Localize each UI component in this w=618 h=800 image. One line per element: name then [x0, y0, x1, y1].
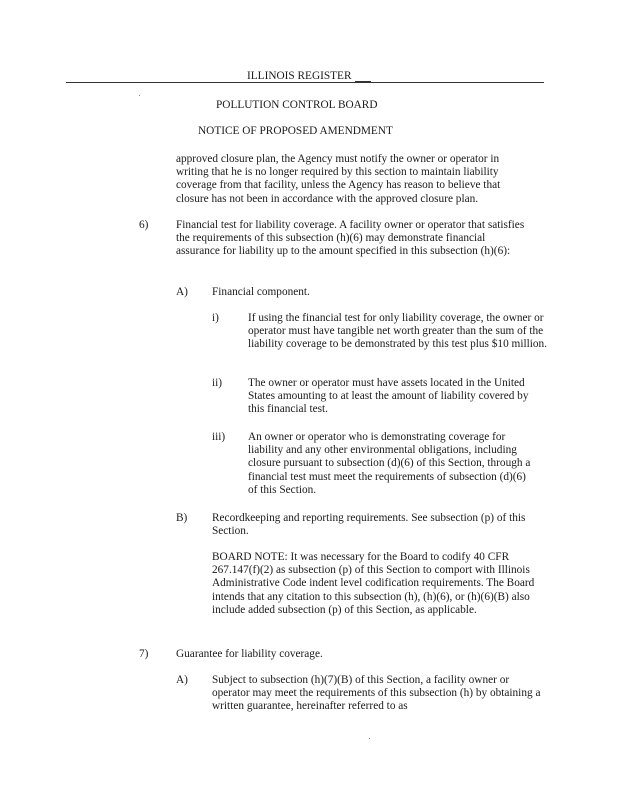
scan-speck: [369, 738, 370, 739]
board-title: POLLUTION CONTROL BOARD: [216, 99, 378, 111]
register-underline: [355, 81, 371, 82]
item-7-text: Guarantee for liability coverage.: [176, 648, 323, 660]
item-6a-text: Financial component.: [212, 286, 310, 298]
item-ii-text: The owner or operator must have assets located in the United States amounting to at least the amount of liability covered by this financial test.: [248, 377, 529, 416]
item-6-text: Financial test for liability coverage. A facility owner or operator that satisfies the requirements of this subsection (h)(6) may demonstrate financial assurance for liability up to the amount specified in this subsection (h)(6):: [176, 219, 525, 258]
item-6-label: 6): [139, 219, 149, 231]
intro-paragraph: approved closure plan, the Agency must notify the owner or operator in writing that he is no longer required by this section to maintain liability coverage from that facility, unless the Agency has reason to believe that closure has not been in accordance with the approved closure plan.: [176, 153, 501, 205]
item-7-label: 7): [139, 648, 149, 660]
scan-speck: [139, 95, 140, 96]
item-i-text: If using the financial test for only liability coverage, the owner or operator must have tangible net worth greater than the sum of the liability coverage to be demonstrated by this test plus $10 million.: [248, 312, 548, 351]
register-title: ILLINOIS REGISTER: [247, 70, 352, 82]
item-6a-label: A): [176, 286, 188, 298]
item-6b-text: Recordkeeping and reporting requirements. See subsection (p) of this Section.: [212, 512, 526, 538]
item-iii-text: An owner or operator who is demonstrating coverage for liability and any other environmental obligations, including closure pursuant to subsection (d)(6) of this Section, through a financial test must meet the requirements of subsection (d)(6) of this Section.: [248, 431, 531, 496]
item-6b-label: B): [176, 512, 188, 524]
item-7a-text: Subject to subsection (h)(7)(B) of this Section, a facility owner or operator may meet the requirements of this subsection (h) by obtaining a written guarantee, hereinafter referred to as: [212, 674, 541, 713]
board-note: BOARD NOTE: It was necessary for the Board to codify 40 CFR 267.147(f)(2) as subsection (p) of this Section to comport with Illinois Administrative Code indent level codification requirements. The Board intends that any citation to this subsection (h), (h)(6), or (h)(6)(B) also include added subsection (p) of this Section, as applicable.: [212, 551, 535, 616]
item-7a-label: A): [176, 674, 188, 686]
item-i-label: i): [212, 312, 219, 324]
notice-title: NOTICE OF PROPOSED AMENDMENT: [198, 125, 393, 137]
item-ii-label: ii): [212, 377, 223, 389]
item-iii-label: iii): [212, 431, 226, 443]
